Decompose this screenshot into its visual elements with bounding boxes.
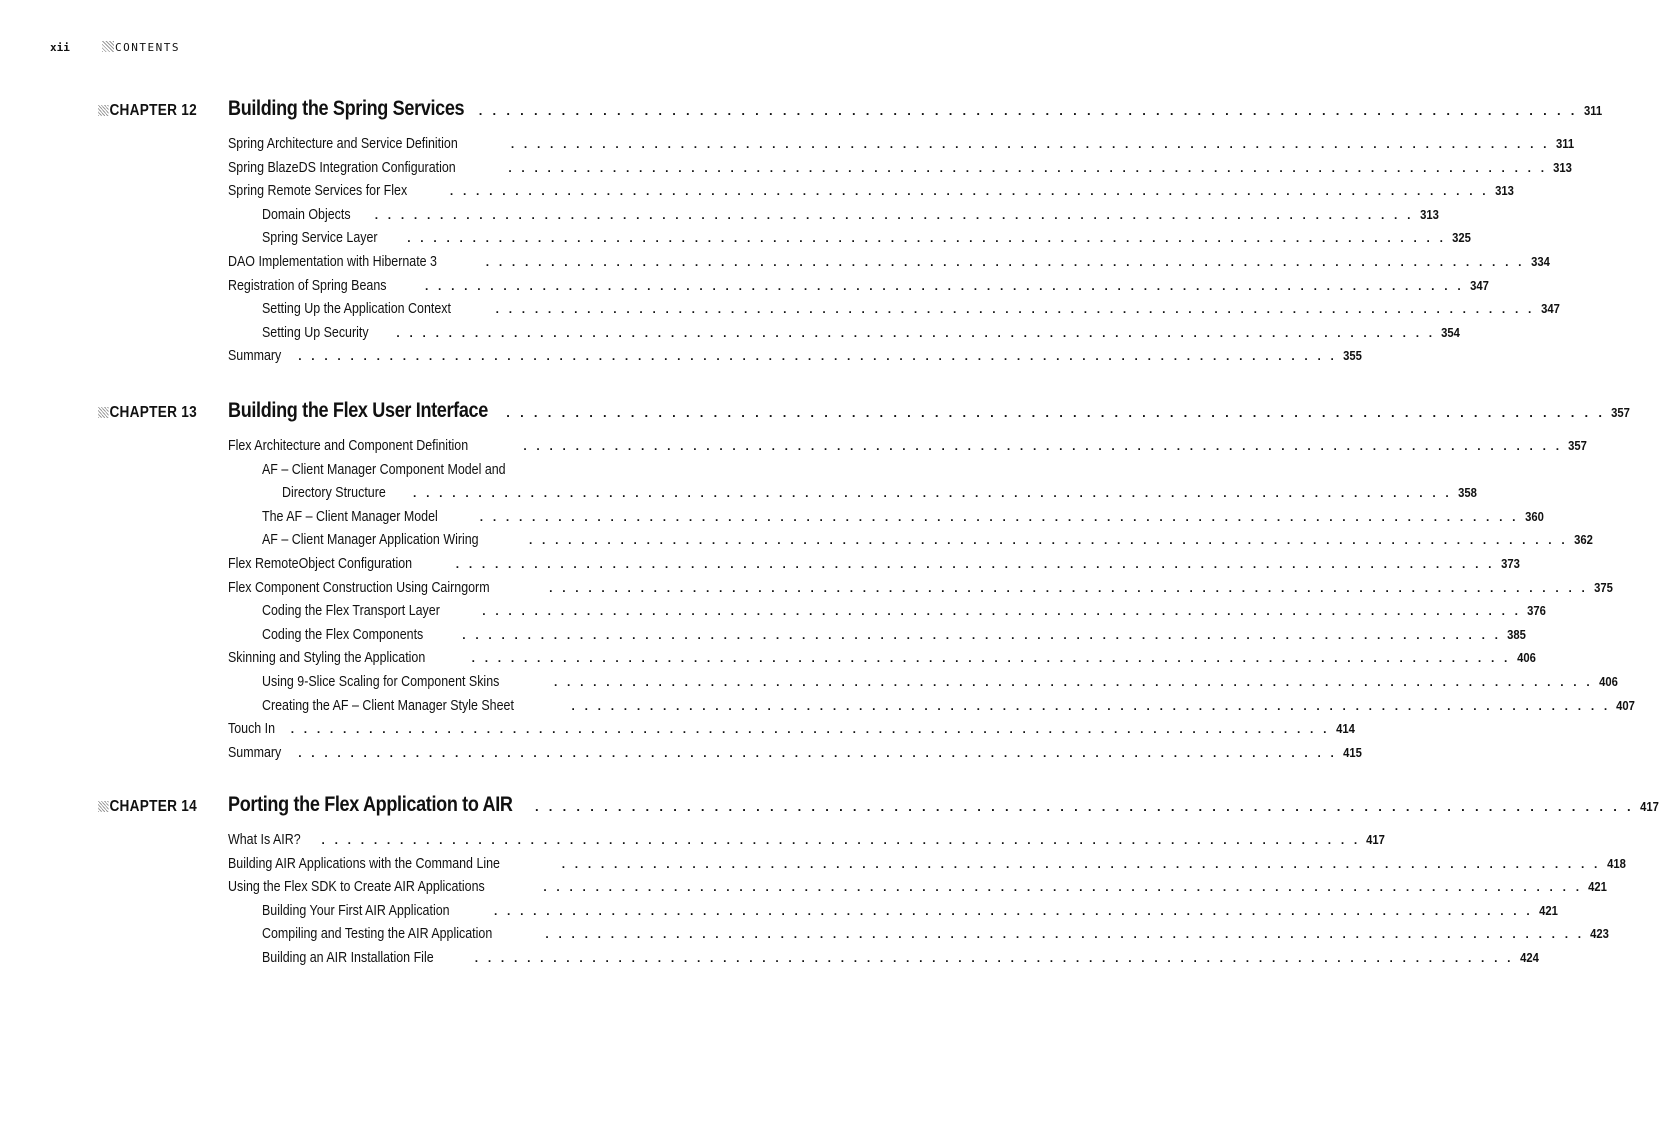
chapter-label-text: CHAPTER 14 bbox=[109, 798, 197, 815]
toc-entry[interactable] bbox=[228, 854, 1626, 879]
toc-entry[interactable] bbox=[228, 901, 1558, 926]
toc-entry[interactable] bbox=[228, 743, 1362, 768]
entry-page-number: 373 bbox=[1500, 556, 1520, 571]
entry-page-number: 358 bbox=[1458, 486, 1477, 501]
dot-leader: . . . . . . . . . . . . . . . . . . . . . . . . . . . . . . . . . . . . . . . . . . . . . . . . . . . . . . . . . . . . . . . . . . . . . . . . . . . . . . . . bbox=[510, 137, 1550, 151]
chapter-title-link[interactable] bbox=[228, 97, 1602, 123]
entry-title: Spring Service Layer bbox=[262, 229, 378, 247]
chapter-label bbox=[98, 404, 197, 422]
chapter-page-number: 417 bbox=[1640, 800, 1659, 814]
entry-title: Spring Remote Services for Flex bbox=[228, 182, 408, 200]
entry-title: Spring Architecture and Service Definition bbox=[228, 135, 458, 152]
toc-entry[interactable] bbox=[228, 672, 1618, 697]
entry-page-number: 325 bbox=[1452, 231, 1471, 246]
hatch-marker-icon bbox=[98, 407, 109, 418]
dot-leader: . . . . . . . . . . . . . . . . . . . . . . . . . . . . . . . . . . . . . . . . . . . . . . . . . . . . . . . . . . . . . . . . . . . . . . . . . . . . . . . . bbox=[482, 604, 1522, 619]
chapter-title: Porting the Flex Application to AIR bbox=[228, 793, 513, 816]
entry-title: Setting Up the Application Context bbox=[262, 300, 451, 318]
entry-title: DAO Implementation with Hibernate 3 bbox=[228, 252, 437, 270]
entry-page-number: 313 bbox=[1494, 184, 1514, 199]
toc-entry[interactable] bbox=[228, 831, 1386, 855]
entry-page-number: 407 bbox=[1616, 698, 1636, 713]
dot-leader: . . . . . . . . . . . . . . . . . . . . . . . . . . . . . . . . . . . . . . . . . . . . . . . . . . . . . . . . . . . . . . . . . . . . . . . . . . . . . . . . bbox=[571, 698, 1611, 713]
dot-leader: . . . . . . . . . . . . . . . . . . . . . . . . . . . . . . . . . . . . . . . . . . . . . . . . . . . . . . . . . . . . . . . . . . . . . . . . . . . . . . . . bbox=[553, 674, 1593, 689]
page-number: xii bbox=[50, 41, 70, 54]
toc-entry[interactable] bbox=[228, 531, 1593, 555]
entry-title: Domain Objects bbox=[262, 205, 351, 223]
entry-title: What Is AIR? bbox=[228, 831, 301, 848]
toc-entry[interactable] bbox=[228, 925, 1610, 949]
toc-entry[interactable] bbox=[228, 578, 1613, 603]
entry-title: Touch In bbox=[228, 720, 276, 738]
entry-title: Setting Up Security bbox=[262, 323, 369, 341]
entry-list bbox=[228, 437, 1636, 767]
chapter-page-number: 357 bbox=[1611, 406, 1631, 420]
section-title: CONTENTS bbox=[115, 41, 180, 54]
dot-leader: . . . . . . . . . . . . . . . . . . . . . . . . . . . . . . . . . . . . . . . . . . . . . . . . . . . . . . . . . . . . . . . . . . . . . . . . . . . . . . . . bbox=[545, 927, 1585, 942]
dot-leader: . . . . . . . . . . . . . . . . . . . . . . . . . . . . . . . . . . . . . . . . . . . . . . . . . . . . . . . . . . . . . . . . . . . . . . . . . . . . . . . . bbox=[523, 439, 1563, 453]
entry-page-number: 385 bbox=[1507, 627, 1527, 642]
entry-page-number: 347 bbox=[1469, 278, 1489, 293]
dot-leader: . . . . . . . . . . . . . . . . . . . . . . . . . . . . . . . . . . . . . . . . . . . . . . . . . . . . . . . . . . . . . . . . . . . . . . . . . . . . . . . . bbox=[528, 533, 1568, 548]
dot-leader: . . . . . . . . . . . . . . . . . . . . . . . . . . . . . . . . . . . . . . . . . . . . . . . . . . . . . . . . . . . . . . . . . . . . . . . . . . . . . . . . bbox=[413, 486, 1452, 501]
dot-leader: . . . . . . . . . . . . . . . . . . . . . . . . . . . . . . . . . . . . . . . . . . . . . . . . . . . . . . . . . . . . . . . . . . . . . . . . . . . . . . . . bbox=[298, 745, 1338, 760]
chapter-page-number: 311 bbox=[1583, 104, 1602, 118]
entry-page-number: 418 bbox=[1606, 856, 1626, 871]
toc-entry[interactable] bbox=[228, 602, 1547, 626]
entry-title: AF – Client Manager Component Model and bbox=[262, 460, 506, 478]
toc-entry[interactable] bbox=[228, 554, 1520, 579]
toc-entry[interactable] bbox=[228, 323, 1461, 348]
entry-title: The AF – Client Manager Model bbox=[262, 507, 438, 525]
dot-leader: . . . . . . . . . . . . . . . . . . . . . . . . . . . . . . . . . . . . . . . . . . . . . . . . . . . . . . . . . . . . . . . . . . . . . . . . . . . . . . . . bbox=[495, 302, 1535, 317]
entry-page-number: 376 bbox=[1527, 604, 1547, 619]
entry-title: Summary bbox=[228, 347, 282, 365]
entry-title: Building AIR Applications with the Command Line bbox=[228, 854, 500, 872]
entry-page-number: 421 bbox=[1538, 903, 1558, 918]
entry-title: Flex Architecture and Component Definition bbox=[228, 437, 469, 454]
entry-title: Coding the Flex Transport Layer bbox=[262, 602, 440, 620]
dot-leader: . . . . . . . . . . . . . . . . . . . . . . . . . . . . . . . . . . . . . . . . . . . . . . . . . . . . . . . . . . . . . . . . . . . . . . . . . . . . . . . . bbox=[462, 627, 1502, 642]
toc-entry[interactable] bbox=[228, 878, 1608, 902]
toc-entry[interactable] bbox=[228, 205, 1439, 230]
dot-leader: . . . . . . . . . . . . . . . . . . . . . . . . . . . . . . . . . . . . . . . . . . . . . . . . . . . . . . . . . . . . . . . . . . . . . . . . . . . . . . . . bbox=[290, 722, 1330, 737]
hatch-marker-icon bbox=[98, 105, 109, 116]
toc-entry[interactable] bbox=[228, 182, 1514, 206]
entry-page-number: 355 bbox=[1343, 349, 1362, 364]
dot-leader: . . . . . . . . . . . . . . . . . . . . . . . . . . . . . . . . . . . . . . . . . . . . . . . . . . . . . . . . . . . . . . . . . . . . . . . . . . . . . . . . bbox=[455, 556, 1495, 571]
dot-leader: . . . . . . . . . . . . . . . . . . . . . . . . . . . . . . . . . . . . . . . . . . . . . . . . . . . . . . . . . . . . . . . . . . . . . . . . . . . . . . . . bbox=[485, 254, 1525, 269]
entry-page-number: 354 bbox=[1441, 325, 1461, 340]
dot-leader: . . . . . . . . . . . . . . . . . . . . . . . . . . . . . . . . . . . . . . . . . . . . . . . . . . . . . . . . . . . . . . . . . . . . . . . . . . . . . . . . bbox=[298, 349, 1338, 364]
entry-page-number: 406 bbox=[1516, 651, 1536, 666]
chapter-label-text: CHAPTER 12 bbox=[109, 102, 197, 119]
toc-entry[interactable] bbox=[228, 696, 1636, 721]
dot-leader: . . . . . . . . . . . . . . . . . . . . . . . . . . . . . . . . . . . . . . . . . . . . . . . . . . . . . . . . . . . . . . . . . . . . . . . . . . . . . . . . bbox=[534, 799, 1634, 814]
entry-title: Creating the AF – Client Manager Style Sheet bbox=[262, 696, 514, 714]
dot-leader: . . . . . . . . . . . . . . . . . . . . . . . . . . . . . . . . . . . . . . . . . . . . . . . . . . . . . . . . . . . . . . . . . . . . . . . . . . . . . . . . bbox=[493, 903, 1533, 918]
chapter-title-link[interactable] bbox=[228, 399, 1631, 425]
toc-entry[interactable] bbox=[228, 158, 1573, 183]
dot-leader: . . . . . . . . . . . . . . . . . . . . . . . . . . . . . . . . . . . . . . . . . . . . . . . . . . . . . . . . . . . . . . . . . . . . . . . . . . . . . . . . bbox=[561, 856, 1601, 871]
entry-page-number: 334 bbox=[1530, 254, 1550, 269]
dot-leader: . . . . . . . . . . . . . . . . . . . . . . . . . . . . . . . . . . . . . . . . . . . . . . . . . . . . . . . . . . . . . . . . . . . . . . . . . . . . . . . . bbox=[549, 580, 1589, 595]
entry-title: Directory Structure bbox=[282, 484, 386, 502]
entry-title: Building an AIR Installation File bbox=[262, 948, 434, 966]
toc-entry[interactable] bbox=[228, 720, 1355, 744]
dot-leader: . . . . . . . . . . . . . . . . . . . . . . . . . . . . . . . . . . . . . . . . . . . . . . . . . . . . . . . . . . . . . . . . . . . . . . . . . . . . . . . . bbox=[506, 405, 1606, 420]
entry-title: Summary bbox=[228, 743, 282, 761]
entry-page-number: 362 bbox=[1573, 533, 1593, 548]
dot-leader: . . . . . . . . . . . . . . . . . . . . . . . . . . . . . . . . . . . . . . . . . . . . . . . . . . . . . . . . . . . . . . . . . . . . . . . . . . . . . . . . bbox=[508, 160, 1548, 175]
dot-leader: . . . . . . . . . . . . . . . . . . . . . . . . . . . . . . . . . . . . . . . . . . . . . . . . . . . . . . . . . . . . . . . . . . . . . . . . . . . . . . . . bbox=[474, 950, 1514, 965]
chapter-label bbox=[98, 798, 197, 816]
entry-list bbox=[228, 831, 1626, 973]
entry-title: Spring BlazeDS Integration Configuration bbox=[228, 158, 456, 176]
toc-entry[interactable] bbox=[228, 484, 1477, 508]
hatch-marker-icon bbox=[98, 801, 109, 812]
entry-page-number: 415 bbox=[1343, 745, 1362, 760]
entry-page-number: 313 bbox=[1553, 160, 1573, 175]
entry-page-number: 414 bbox=[1335, 722, 1355, 737]
entry-title: Skinning and Styling the Application bbox=[228, 649, 426, 667]
chapter-label-text: CHAPTER 13 bbox=[109, 404, 197, 421]
entry-page-number: 417 bbox=[1366, 833, 1386, 847]
entry-title: Flex RemoteObject Configuration bbox=[228, 554, 413, 572]
toc-entry[interactable] bbox=[228, 461, 710, 485]
entry-title: AF – Client Manager Application Wiring bbox=[262, 531, 479, 549]
dot-leader: . . . . . . . . . . . . . . . . . . . . . . . . . . . . . . . . . . . . . . . . . . . . . . . . . . . . . . . . . . . . . . . . . . . . . . . . . . . . . . . . bbox=[479, 509, 1519, 524]
toc-entry[interactable] bbox=[228, 135, 1574, 159]
entry-page-number: 406 bbox=[1598, 674, 1618, 689]
entry-title: Registration of Spring Beans bbox=[228, 276, 387, 294]
dot-leader: . . . . . . . . . . . . . . . . . . . . . . . . . . . . . . . . . . . . . . . . . . . . . . . . . . . . . . . . . . . . . . . . . . . . . . . . . . . . . . . . bbox=[471, 651, 1511, 666]
entry-title: Coding the Flex Components bbox=[262, 625, 424, 643]
toc-entry[interactable] bbox=[228, 347, 1362, 371]
toc-entry[interactable] bbox=[228, 948, 1539, 973]
toc-entry[interactable] bbox=[228, 649, 1536, 673]
entry-page-number: 357 bbox=[1568, 439, 1588, 453]
dot-leader: . . . . . . . . . . . . . . . . . . . . . . . . . . . . . . . . . . . . . . . . . . . . . . . . . . . . . . . . . . . . . . . . . . . . . . . . . . . . . . . . bbox=[374, 207, 1414, 222]
chapter-title-link[interactable] bbox=[228, 793, 1659, 819]
toc-entry[interactable] bbox=[228, 276, 1489, 301]
entry-title: Building Your First AIR Application bbox=[262, 901, 450, 919]
dot-leader: . . . . . . . . . . . . . . . . . . . . . . . . . . . . . . . . . . . . . . . . . . . . . . . . . . . . . . . . . . . . . . . . . . . . . . . . . . . . . . . . bbox=[424, 278, 1464, 293]
dot-leader: . . . . . . . . . . . . . . . . . . . . . . . . . . . . . . . . . . . . . . . . . . . . . . . . . . . . . . . . . . . . . . . . . . . . . . . . . . . . . . . . bbox=[396, 325, 1436, 340]
chapter-label bbox=[98, 102, 197, 120]
toc-entry[interactable] bbox=[228, 507, 1544, 532]
dot-leader: . . . . . . . . . . . . . . . . . . . . . . . . . . . . . . . . . . . . . . . . . . . . . . . . . . . . . . . . . . . . . . . . . . . . . . . . . . . . . . . . bbox=[321, 833, 1361, 847]
entry-title: Using 9-Slice Scaling for Component Skins bbox=[262, 672, 500, 690]
entry-page-number: 424 bbox=[1519, 950, 1539, 965]
entry-page-number: 423 bbox=[1590, 927, 1610, 942]
dot-leader: . . . . . . . . . . . . . . . . . . . . . . . . . . . . . . . . . . . . . . . . . . . . . . . . . . . . . . . . . . . . . . . . . . . . . . . . . . . . . . . . bbox=[449, 184, 1489, 199]
entry-page-number: 311 bbox=[1555, 137, 1574, 151]
chapter-title: Building the Flex User Interface bbox=[228, 399, 488, 422]
entry-page-number: 347 bbox=[1540, 302, 1560, 317]
toc-entry[interactable] bbox=[228, 625, 1527, 650]
toc-entry[interactable] bbox=[228, 437, 1588, 461]
dot-leader: . . . . . . . . . . . . . . . . . . . . . . . . . . . . . . . . . . . . . . . . . . . . . . . . . . . . . . . . . . . . . . . . . . . . . . . . . . . . . . . . bbox=[543, 880, 1583, 895]
entry-page-number: 360 bbox=[1524, 509, 1544, 524]
running-section-title bbox=[102, 41, 180, 54]
entry-page-number: 375 bbox=[1594, 580, 1613, 595]
entry-title: Using the Flex SDK to Create AIR Applications bbox=[228, 878, 485, 896]
toc-entry[interactable] bbox=[228, 229, 1471, 253]
entry-list bbox=[228, 135, 1574, 371]
entry-page-number: 313 bbox=[1419, 207, 1439, 222]
toc-entry[interactable] bbox=[228, 252, 1550, 277]
dot-leader: . . . . . . . . . . . . . . . . . . . . . . . . . . . . . . . . . . . . . . . . . . . . . . . . . . . . . . . . . . . . . . . . . . . . . . . . . . . . . . . . bbox=[407, 231, 1447, 246]
entry-page-number: 421 bbox=[1588, 880, 1608, 895]
dot-leader: . . . . . . . . . . . . . . . . . . . . . . . . . . . . . . . . . . . . . . . . . . . . . . . . . . . . . . . . . . . . . . . . . . . . . . . . . . . . . . . . bbox=[478, 103, 1578, 118]
entry-title: Flex Component Construction Using Cairngorm bbox=[228, 578, 490, 596]
entry-title: Compiling and Testing the AIR Application bbox=[262, 925, 493, 943]
hatch-marker-icon bbox=[102, 41, 114, 52]
chapter-title: Building the Spring Services bbox=[228, 97, 465, 120]
toc-entry[interactable] bbox=[228, 300, 1560, 324]
